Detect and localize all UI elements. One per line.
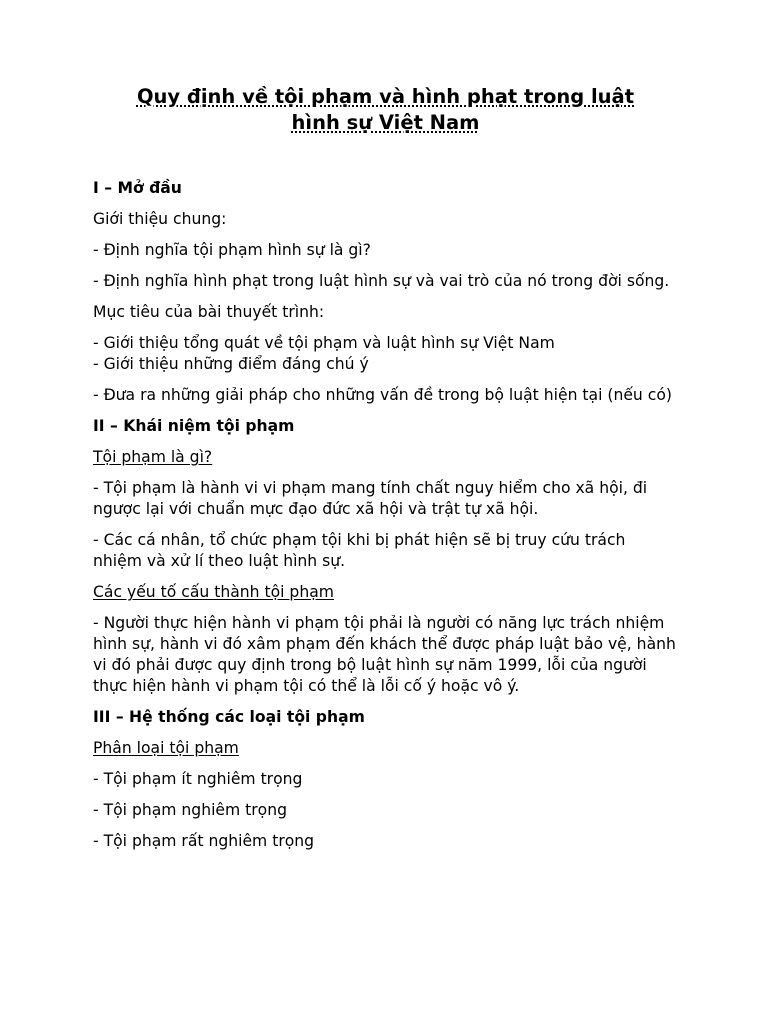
- title-line-2: hình sự Việt Nam: [291, 111, 480, 134]
- intro-item: - Định nghĩa tội phạm hình sự là gì?: [93, 241, 371, 259]
- section-2-heading: II – Khái niệm tội phạm: [93, 417, 295, 435]
- goals-item: - Giới thiệu những điểm đáng chú ý: [93, 355, 369, 373]
- intro-item: - Định nghĩa hình phạt trong luật hình sự và vai trò của nó trong đời sống.: [93, 272, 670, 290]
- document-title: [93, 84, 678, 136]
- document-page: [93, 84, 678, 862]
- classification-item: - Tội phạm ít nghiêm trọng: [93, 770, 303, 788]
- classification-item: - Tội phạm nghiêm trọng: [93, 801, 288, 819]
- classification-item: - Tội phạm rất nghiêm trọng: [93, 832, 315, 850]
- definition-item: - Tội phạm là hành vi vi phạm mang tính chất nguy hiểm cho xã hội, đi ngược lại với chuẩn mực đạo đức xã hội và trật tự xã hội.: [93, 479, 648, 518]
- goals-label: Mục tiêu của bài thuyết trình:: [93, 303, 325, 321]
- intro-label: Giới thiệu chung:: [93, 210, 227, 228]
- subheading-definition: Tội phạm là gì?: [93, 448, 213, 466]
- goals-item: - Đưa ra những giải pháp cho những vấn đề trong bộ luật hiện tại (nếu có): [93, 386, 672, 404]
- title-line-1: Quy định về tội phạm và hình phạt trong luật: [136, 85, 635, 108]
- definition-item: - Các cá nhân, tổ chức phạm tội khi bị phát hiện sẽ bị truy cứu trách nhiệm và xử lí theo luật hình sự.: [93, 531, 626, 570]
- elements-item: - Người thực hiện hành vi phạm tội phải là người có năng lực trách nhiệm hình sự, hành vi đó xâm phạm đến khách thể được pháp luật bảo vệ, hành vi đó phải được quy định trong bộ luật hình sự năm 1999, lỗi của người thực hiện hành vi phạm tội có thể là lỗi cố ý hoặc vô ý.: [93, 614, 676, 695]
- section-3-heading: III – Hệ thống các loại tội phạm: [93, 708, 365, 726]
- section-1-heading: I – Mở đầu: [93, 179, 182, 197]
- subheading-classification: Phân loại tội phạm: [93, 739, 239, 757]
- goals-item: - Giới thiệu tổng quát về tội phạm và luật hình sự Việt Nam: [93, 334, 555, 352]
- subheading-elements: Các yếu tố cấu thành tội phạm: [93, 583, 334, 601]
